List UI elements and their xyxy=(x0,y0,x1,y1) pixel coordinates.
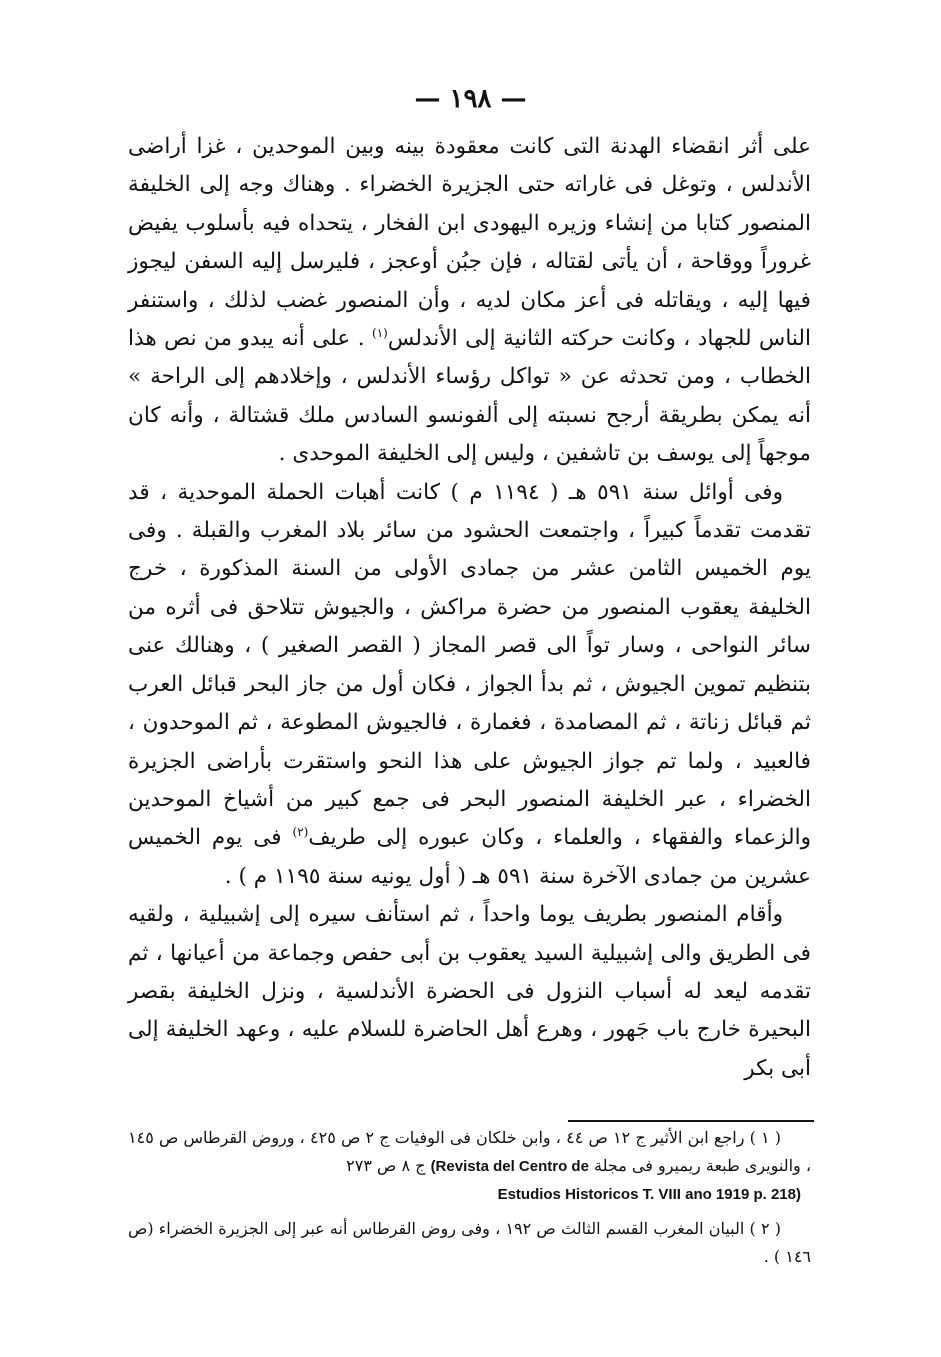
paragraph-text: وفى أوائل سنة ٥٩١ هـ ( ١١٩٤ م ) كانت أهبات الحملة الموحدية ، قد تقدمت تقدماً كبيراً ، واجتمعت الحشود من سائر بلاد المغرب والقبلة . وفى يوم الخميس الثامن عشر من جمادى الأولى من السنة المذكورة ، خرج الخليفة يعقوب المنصور من حضرة مراكش ، والجيوش تتلاحق فى أثره من سائر النواحى ، وسار تواً الى قصر المجاز ( القصر الصغير ) ، وهنالك عنى بتنظيم تموين الجيوش ، ثم بدأ الجواز ، فكان أول من جاز البحر قبائل العرب ثم قبائل زناتة ، ثم المصامدة ، فغمارة ، فالجيوش المطوعة ، ثم الموحدون ، فالعبيد ، ولما تم جواز الجيوش على هذا النحو واستقرت بأراضى الجزيرة الخضراء ، عبر الخليفة المنصور البحر فى جمع كبير من أشياخ الموحدين والزعماء والفقهاء ، والعلماء ، وكان عبوره إلى طريف xyxy=(128,479,812,851)
footnote-2: ( ٢ ) البيان المغرب القسم الثالث ص ١٩٢ ، وفى روض القرطاس أنه عبر إلى الجزيرة الخضراء (ص ١٤٦ ) . xyxy=(128,1219,811,1266)
footnote-text: ( ١ ) راجع ابن الأثير ج ١٢ ص ٤٤ ، وابن خلكان فى الوفيات ج ٢ ص ٤٢٥ ، وروض القرطاس ص ١٤٥ ، والنويرى طبعة ريميرو فى مجلة xyxy=(128,1128,811,1175)
paragraph-2 xyxy=(128,474,811,896)
footnote-marker-2[interactable]: (٢) xyxy=(292,825,309,840)
paragraph-text: وأقام المنصور بطريف يوما واحداً ، ثم استأنف سيره إلى إشبيلية ، ولقيه فى الطريق والى إشبيلية السيد يعقوب بن أبى حفص وجماعة من أعيانها ، ثم تقدمه ليعد له أسباب النزول فى الحضرة الأندلسية ، ونزل الخليفة بقصر البحيرة خارج باب جَهور ، وهرع أهل الحاضرة للسلام عليه ، وعهد الخليفة إلى أبى بكر xyxy=(128,902,811,1081)
footnote-divider xyxy=(568,1120,814,1122)
paragraph-1 xyxy=(128,128,811,474)
paragraph-3 xyxy=(128,896,811,1088)
footnote-1-latin-line: Estudios Historicos T. VIII ano 1919 p. 218) xyxy=(497,1186,801,1203)
footnotes xyxy=(128,1124,811,1271)
paragraph-text: على أثر انقضاء الهدنة التى كانت معقودة بينه وبين الموحدين ، غزا أراضى الأندلس ، وتوغل فى غاراته حتى الجزيرة الخضراء . وهناك وجه إلى الخليفة المنصور كتابا من إنشاء وزيره اليهودى ابن الفخار ، يتحداه فيه بأسلوب يفيض غروراً ووقاحة ، أن يأتى لقتاله ، فإن جبُن أوعجز ، فليرسل إليه السفن ليجوز فيها إليه ، ويقاتله فى أعز مكان لديه ، وأن المنصور غضب لذلك ، واستنفر الناس للجهاد ، وكانت حركته الثانية إلى الأندلس xyxy=(128,134,811,352)
footnote-text-continued: ج ٨ ص ٢٧٣ xyxy=(346,1156,431,1175)
page-number: — ١٩٨ — xyxy=(414,84,527,114)
footnote-marker-1[interactable]: (١) xyxy=(372,325,388,340)
footnote-latin-text: (Revista del Centro de xyxy=(430,1158,589,1175)
paragraph-text-continued: . على أنه يبدو من نص هذا الخطاب ، ومن تحدثه عن « تواكل رؤساء الأندلس ، وإخلادهم إلى الراحة » أنه يمكن بطريقة أرجح نسبته إلى ألفونسو السادس ملك قشتالة ، وأنه كان موجهاً إلى يوسف بن تاشفين ، وليس إلى الخليفة الموحدى . xyxy=(128,326,811,467)
main-text xyxy=(128,128,811,1088)
footnote-1 xyxy=(128,1124,811,1181)
paragraph-text-continued: فى يوم الخميس عشرين من جمادى الآخرة سنة ٥٩١ هـ ( أول يونيه سنة ١١٩٥ م ) . xyxy=(128,825,811,889)
